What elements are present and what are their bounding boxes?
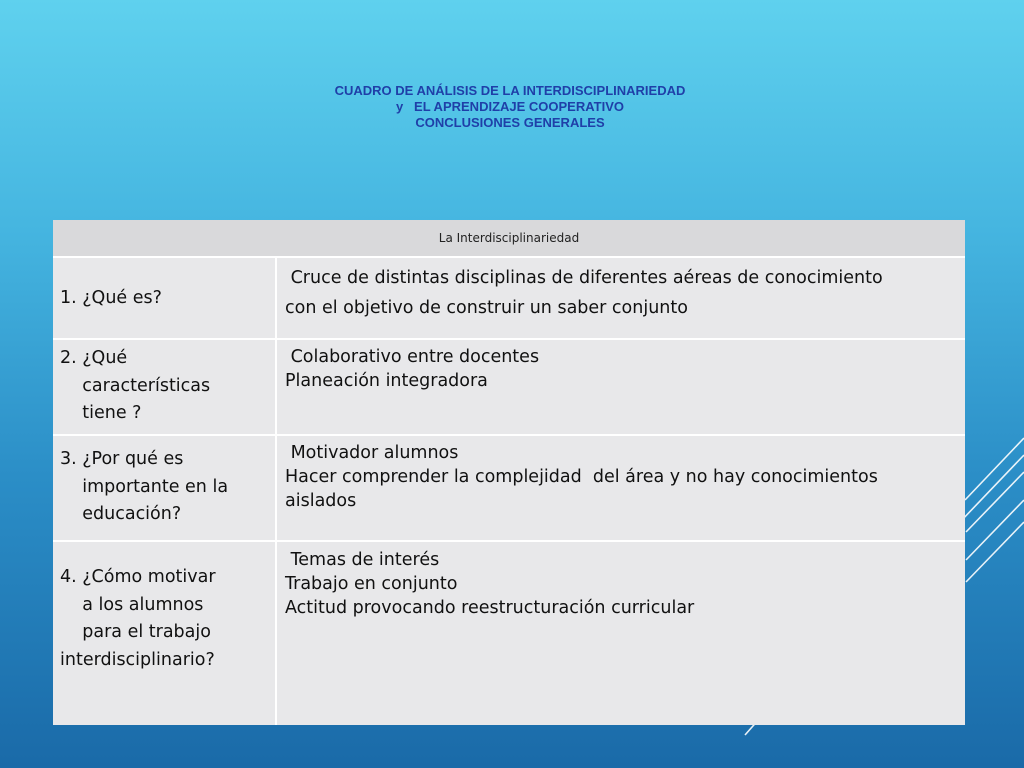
analysis-table [53, 220, 965, 725]
question-line: 3. ¿Por qué es [60, 449, 184, 469]
answer-line: Hacer comprender la complejidad del área y no hay conocimientos [285, 467, 878, 487]
table-row [53, 258, 965, 340]
answer-line: Actitud provocando reestructuración curricular [285, 598, 695, 618]
table-header: La Interdisciplinariedad [53, 220, 965, 258]
question-line: 1. ¿Qué es? [60, 288, 162, 308]
table-row [53, 542, 965, 725]
title-line-1: CUADRO DE ANÁLISIS DE LA INTERDISCIPLINARIEDAD [334, 83, 686, 98]
question-line: características [60, 375, 211, 396]
question-line: educación? [60, 504, 182, 524]
question-cell [53, 436, 277, 540]
answer-line: Trabajo en conjunto [285, 574, 458, 594]
answer-line: Planeación integradora [285, 371, 488, 391]
question-cell [53, 340, 277, 434]
question-cell [53, 258, 277, 338]
title-line-3: CONCLUSIONES GENERALES [415, 115, 605, 130]
title-line-2: y EL APRENDIZAJE COOPERATIVO [395, 99, 625, 114]
answer-cell [279, 258, 965, 343]
answer-line: Temas de interés [285, 550, 440, 570]
answer-line: Motivador alumnos [285, 443, 459, 463]
question-cell [53, 542, 277, 725]
answer-cell [279, 340, 965, 439]
question-line: importante en la [60, 476, 229, 497]
question-line: para el trabajo [60, 622, 211, 642]
question-line: 2. ¿Qué [60, 348, 128, 368]
answer-line: Colaborativo entre docentes [285, 347, 540, 367]
table-row [53, 436, 965, 542]
answer-line: aislados [285, 491, 357, 511]
answer-cell [279, 436, 965, 545]
answer-cell [279, 542, 965, 731]
table-row [53, 340, 965, 436]
answer-line: con el objetivo de construir un saber conjunto [285, 298, 688, 318]
answer-line: Cruce de distintas disciplinas de diferentes aéreas de conocimiento [285, 268, 883, 288]
question-line: a los alumnos [60, 594, 204, 615]
question-line: interdisciplinario? [60, 649, 215, 670]
slide-title [300, 83, 720, 131]
question-line: tiene ? [60, 403, 142, 423]
question-line: 4. ¿Cómo motivar [60, 567, 216, 587]
